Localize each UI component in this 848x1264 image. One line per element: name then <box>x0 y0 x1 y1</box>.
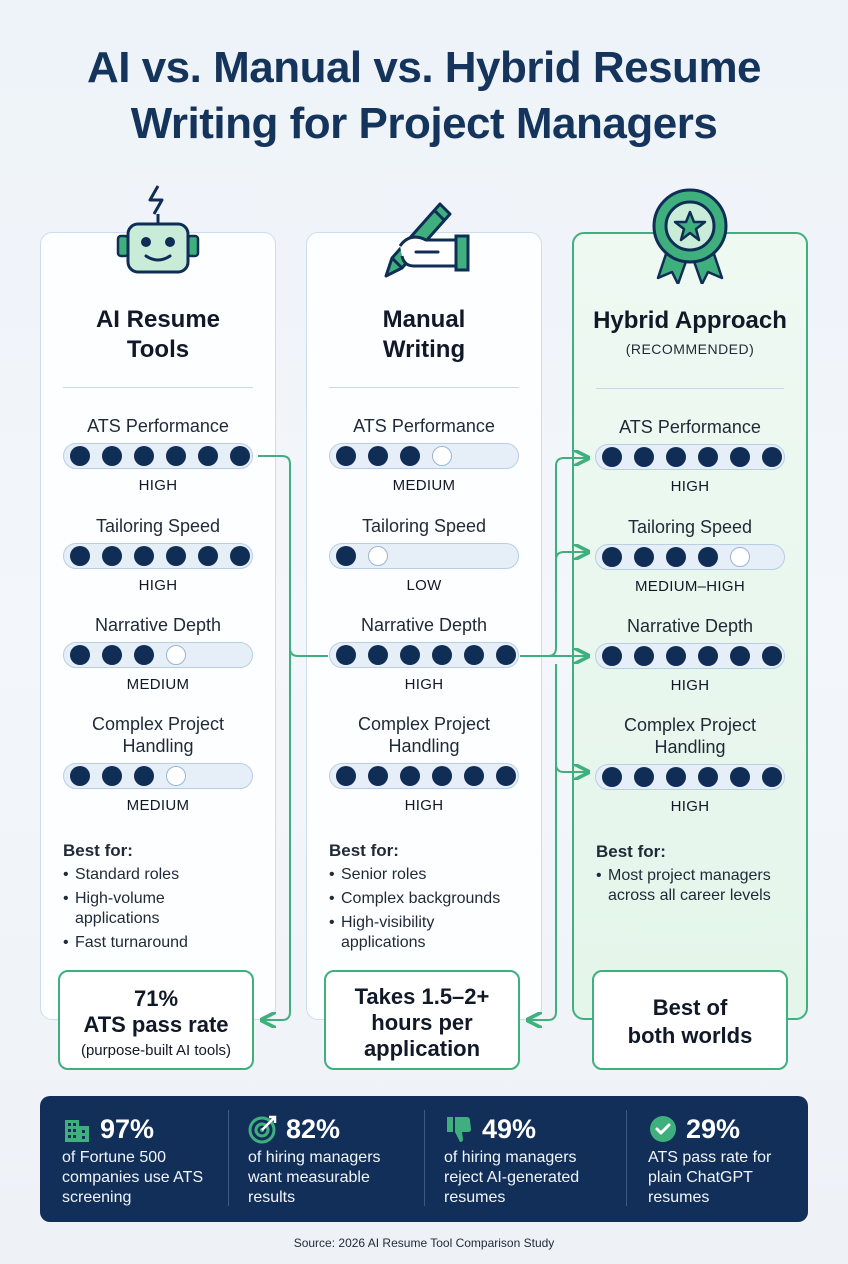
callout-line: Best of <box>652 995 728 1020</box>
metric-label: ATS Performance <box>87 416 229 436</box>
stat-value: 82% <box>286 1113 341 1144</box>
level-label: HIGH <box>404 676 444 693</box>
best-for-item: • Most project managers across all career levels <box>596 866 776 906</box>
metric-label: Tailoring Speed <box>361 516 487 536</box>
stat-separator <box>228 1110 229 1206</box>
check-circle-icon <box>648 1114 678 1144</box>
stat-text: of Fortune 500 companies use ATS screening <box>62 1149 204 1206</box>
column-title-line-1: Hybrid Approach <box>593 307 787 334</box>
column-title-line-2: Tools <box>126 336 190 363</box>
stat-chatgpt-pass-rate <box>648 1112 828 1208</box>
column-title-line-1: Manual <box>382 306 466 333</box>
level-label: HIGH <box>138 577 178 594</box>
recommended-badge: (RECOMMENDED) <box>625 341 755 357</box>
stat-value: 29% <box>686 1113 741 1144</box>
title-line-2: Writing for Project Managers <box>130 99 718 148</box>
level-label: HIGH <box>670 677 710 694</box>
best-for-title: Best for: <box>596 842 666 861</box>
best-for-title: Best for: <box>63 841 133 860</box>
level-label: MEDIUM <box>126 676 190 693</box>
source-note: Source: 2026 AI Resume Tool Comparison Study <box>293 1236 555 1250</box>
level-label: MEDIUM <box>126 797 190 814</box>
stat-text: of hiring managers reject AI-generated resumes <box>444 1149 580 1206</box>
best-for-item: • High-visibility applications <box>329 913 469 953</box>
callout-note: (purpose-built AI tools) <box>80 1042 232 1059</box>
column-title-line-1: AI Resume <box>95 306 221 333</box>
stat-value: 49% <box>482 1113 537 1144</box>
metric-label: Tailoring Speed <box>627 517 753 537</box>
level-label: HIGH <box>670 478 710 495</box>
stat-fortune-500 <box>62 1112 242 1208</box>
level-label: HIGH <box>404 797 444 814</box>
best-for-item: • Complex backgrounds <box>329 889 529 909</box>
metric-label-line-1: Complex Project <box>91 714 225 734</box>
stat-text: of hiring managers want measurable results <box>248 1149 381 1206</box>
stat-hiring-managers-results <box>248 1112 428 1208</box>
stats-bar <box>40 1096 808 1222</box>
metric-label-line-1: Complex Project <box>357 714 491 734</box>
callout-line: both worlds <box>627 1023 753 1048</box>
level-label: MEDIUM <box>392 477 456 494</box>
best-for-item: • High-volume applications <box>63 889 193 929</box>
metric-label: Tailoring Speed <box>95 516 221 536</box>
callout-line: hours per <box>371 1010 473 1035</box>
metric-label: Narrative Depth <box>626 616 754 636</box>
column-title-line-2: Writing <box>382 336 466 363</box>
metric-label-line-2: Handling <box>388 736 460 756</box>
level-label: HIGH <box>670 798 710 815</box>
best-for-item: • Fast turnaround <box>63 933 263 953</box>
thumbs-down-icon <box>444 1114 474 1144</box>
level-label: HIGH <box>138 477 178 494</box>
best-for-item: • Senior roles <box>329 865 529 885</box>
callout-value: 71% <box>133 986 179 1011</box>
callout-line: application <box>363 1036 481 1061</box>
title-line-1: AI vs. Manual vs. Hybrid Resume <box>86 43 762 92</box>
level-label: LOW <box>406 577 442 594</box>
callout-label: ATS pass rate <box>83 1012 229 1037</box>
stat-separator <box>424 1110 425 1206</box>
target-icon <box>248 1114 278 1144</box>
best-for-title: Best for: <box>329 841 399 860</box>
metric-label: ATS Performance <box>353 416 495 436</box>
metric-label: Narrative Depth <box>360 615 488 635</box>
level-label: MEDIUM–HIGH <box>635 578 745 595</box>
metric-label: Narrative Depth <box>94 615 222 635</box>
metric-label-line-1: Complex Project <box>623 715 757 735</box>
building-icon <box>62 1114 92 1144</box>
metric-label-line-2: Handling <box>122 736 194 756</box>
best-for-item: • Standard roles <box>63 865 263 885</box>
stat-value: 97% <box>100 1113 155 1144</box>
callout-line: Takes 1.5–2+ <box>354 984 490 1009</box>
metric-label: ATS Performance <box>619 417 761 437</box>
stat-reject-ai-resumes <box>444 1112 624 1208</box>
metric-label-line-2: Handling <box>654 737 726 757</box>
stat-separator <box>626 1110 627 1206</box>
stat-text: ATS pass rate for plain ChatGPT resumes <box>648 1149 772 1206</box>
